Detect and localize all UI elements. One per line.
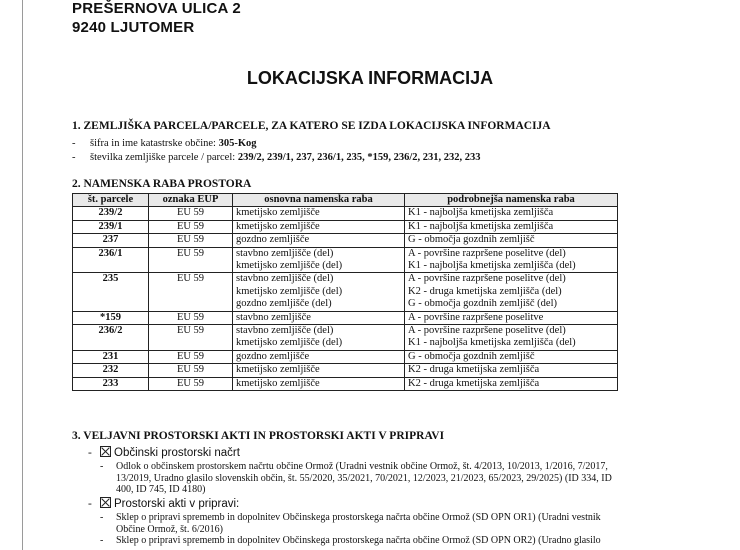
podrobnejsa-line: K1 - najboljša kmetijska zemljišča: [408, 220, 554, 232]
osnovna-line: kmetijsko zemljišče (del): [236, 260, 343, 272]
osnovna-cell: [233, 234, 405, 247]
item2-label: Prostorski akti v pripravi:: [114, 498, 240, 510]
section1-stevilka-line: [72, 152, 480, 163]
osnovna-cell: [233, 311, 405, 324]
podrobnejsa-line: A - površine razpršene poselitve: [408, 311, 544, 323]
item1-text: Odlok o občinskem prostorskem načrtu občine Ormož (Uradni vestnik občine Ormož, št. 4/2013, 10/2013, 1/2016, 7/2017, 13/2019, Uradno glasilo slovenskih občin, št. 55/2020, 35/2021, 70/2021, 12/2023, 21/2023, 65/2023, 29/2025) (ID 334, ID 400, ID 745, ID 4180): [116, 461, 612, 495]
bullet-dash: -: [72, 152, 76, 163]
osnovna-line: kmetijsko zemljišče (del): [236, 337, 343, 349]
osnovna-cell: [233, 364, 405, 377]
checked-box-icon: [100, 446, 111, 457]
osnovna-cell: [233, 325, 405, 351]
parcela-cell: *159: [73, 311, 149, 324]
osnovna-cell: [233, 377, 405, 390]
table-row: [73, 350, 618, 363]
osnovna-cell: [233, 207, 405, 220]
parcela-cell: 231: [73, 350, 149, 363]
osnovna-line: gozdno zemljišče (del): [236, 298, 332, 310]
bullet-dash: -: [100, 461, 104, 472]
col-header-osnovna: osnovna namenska raba: [233, 194, 405, 207]
osnovna-line: gozdno zemljišče: [236, 350, 310, 362]
podrobnejsa-cell: [405, 377, 618, 390]
item2-text1: Sklep o pripravi sprememb in dopolnitev Občinskega prostorskega načrta občine Ormož (SD OPN OR1) (Uradni vestnik Občine Ormož, št. 6/2016): [116, 512, 601, 535]
podrobnejsa-line: G - območja gozdnih zemljišč: [408, 234, 535, 246]
osnovna-cell: [233, 350, 405, 363]
bullet-dash: -: [100, 535, 104, 546]
eup-cell: EU 59: [149, 350, 233, 363]
stevilka-label: številka zemljiške parcele / parcel:: [90, 152, 238, 163]
podrobnejsa-line: K2 - druga kmetijska zemljišča (del): [408, 285, 562, 297]
parcela-cell: 237: [73, 234, 149, 247]
podrobnejsa-cell: [405, 325, 618, 351]
osnovna-line: stavbno zemljišče (del): [236, 273, 334, 285]
podrobnejsa-line: A - površine razpršene poselitve (del): [408, 273, 566, 285]
parcela-cell: 239/2: [73, 207, 149, 220]
namenska-raba-table: [72, 193, 618, 391]
bullet-dash: -: [88, 498, 92, 510]
osnovna-line: kmetijsko zemljišče: [236, 207, 320, 219]
parcela-cell: 239/1: [73, 220, 149, 233]
parcela-cell: 232: [73, 364, 149, 377]
section2-heading: 2. NAMENSKA RABA PROSTORA: [72, 178, 252, 190]
podrobnejsa-line: A - površine razpršene poselitve (del): [408, 325, 566, 337]
item1-label: Občinski prostorski načrt: [114, 447, 240, 459]
osnovna-line: kmetijsko zemljišče: [236, 220, 320, 232]
checkbox-item-opn: [88, 446, 240, 459]
stevilka-value: 239/2, 239/1, 237, 236/1, 235, *159, 236/2, 231, 232, 233: [237, 152, 481, 163]
table-row: [73, 207, 618, 220]
eup-cell: EU 59: [149, 311, 233, 324]
osnovna-line: stavbno zemljišče: [236, 311, 311, 323]
osnovna-line: kmetijsko zemljišče (del): [236, 285, 343, 297]
podrobnejsa-line: K1 - najboljša kmetijska zemljišča (del): [408, 260, 576, 272]
podrobnejsa-line: G - območja gozdnih zemljišč: [408, 350, 535, 362]
sifra-label: šifra in ime katastrske občine:: [90, 138, 219, 149]
osnovna-line: gozdno zemljišče: [236, 234, 310, 246]
table-row: [73, 247, 618, 273]
parcela-cell: 233: [73, 377, 149, 390]
osnovna-cell: [233, 220, 405, 233]
podrobnejsa-line: K1 - najboljša kmetijska zemljišča (del): [408, 337, 576, 349]
checkbox-item-pripravi: [88, 497, 239, 510]
address-street: PREŠERNOVA ULICA 2: [72, 0, 241, 17]
podrobnejsa-line: K2 - druga kmetijska zemljišča: [408, 364, 540, 376]
eup-cell: EU 59: [149, 207, 233, 220]
table-row: [73, 311, 618, 324]
item2-text2: Sklep o pripravi sprememb in dopolnitev Občinskega prostorskega načrta občine Ormož (SD OPN OR2) (Uradno glasilo: [116, 535, 601, 546]
eup-cell: EU 59: [149, 364, 233, 377]
eup-cell: EU 59: [149, 234, 233, 247]
parcela-cell: 236/1: [73, 247, 149, 273]
sifra-value: 305-Kog: [218, 138, 257, 149]
osnovna-line: stavbno zemljišče (del): [236, 247, 334, 259]
table-row: [73, 273, 618, 311]
osnovna-line: stavbno zemljišče (del): [236, 325, 334, 337]
osnovna-line: kmetijsko zemljišče: [236, 377, 320, 389]
osnovna-cell: [233, 273, 405, 311]
section3-heading: 3. VELJAVNI PROSTORSKI AKTI IN PROSTORSKI AKTI V PRIPRAVI: [72, 430, 445, 442]
podrobnejsa-cell: [405, 234, 618, 247]
podrobnejsa-line: K1 - najboljša kmetijska zemljišča: [408, 207, 554, 219]
section1-sifra-line: [72, 138, 257, 149]
podrobnejsa-cell: [405, 350, 618, 363]
eup-cell: EU 59: [149, 220, 233, 233]
table-row: [73, 325, 618, 351]
checked-box-icon: [100, 497, 111, 508]
podrobnejsa-line: A - površine razpršene poselitve (del): [408, 247, 566, 259]
table-header-row: [73, 194, 618, 207]
eup-cell: EU 59: [149, 273, 233, 311]
podrobnejsa-cell: [405, 247, 618, 273]
eup-cell: EU 59: [149, 247, 233, 273]
table-row: [73, 234, 618, 247]
podrobnejsa-cell: [405, 273, 618, 311]
table-row: [73, 377, 618, 390]
parcela-cell: 236/2: [73, 325, 149, 351]
section1-heading: 1. ZEMLJIŠKA PARCELA/PARCELE, ZA KATERO SE IZDA LOKACIJSKA INFORMACIJA: [72, 120, 551, 132]
document-title: LOKACIJSKA INFORMACIJA: [246, 68, 494, 88]
bullet-dash: -: [100, 512, 104, 523]
bullet-dash: -: [72, 138, 76, 149]
table-body: [73, 207, 618, 391]
col-header-eup: oznaka EUP: [149, 194, 233, 207]
podrobnejsa-line: K2 - druga kmetijska zemljišča: [408, 377, 540, 389]
address-city: 9240 LJUTOMER: [72, 19, 195, 36]
podrobnejsa-line: G - območja gozdnih zemljišč (del): [408, 298, 557, 310]
podrobnejsa-cell: [405, 364, 618, 377]
osnovna-line: kmetijsko zemljišče: [236, 364, 320, 376]
podrobnejsa-cell: [405, 220, 618, 233]
podrobnejsa-cell: [405, 207, 618, 220]
col-header-parcela: št. parcele: [73, 194, 149, 207]
eup-cell: EU 59: [149, 325, 233, 351]
col-header-podrobnejsa: podrobnejša namenska raba: [405, 194, 618, 207]
bullet-dash: -: [88, 447, 92, 459]
eup-cell: EU 59: [149, 377, 233, 390]
osnovna-cell: [233, 247, 405, 273]
parcela-cell: 235: [73, 273, 149, 311]
table-row: [73, 220, 618, 233]
podrobnejsa-cell: [405, 311, 618, 324]
table-row: [73, 364, 618, 377]
